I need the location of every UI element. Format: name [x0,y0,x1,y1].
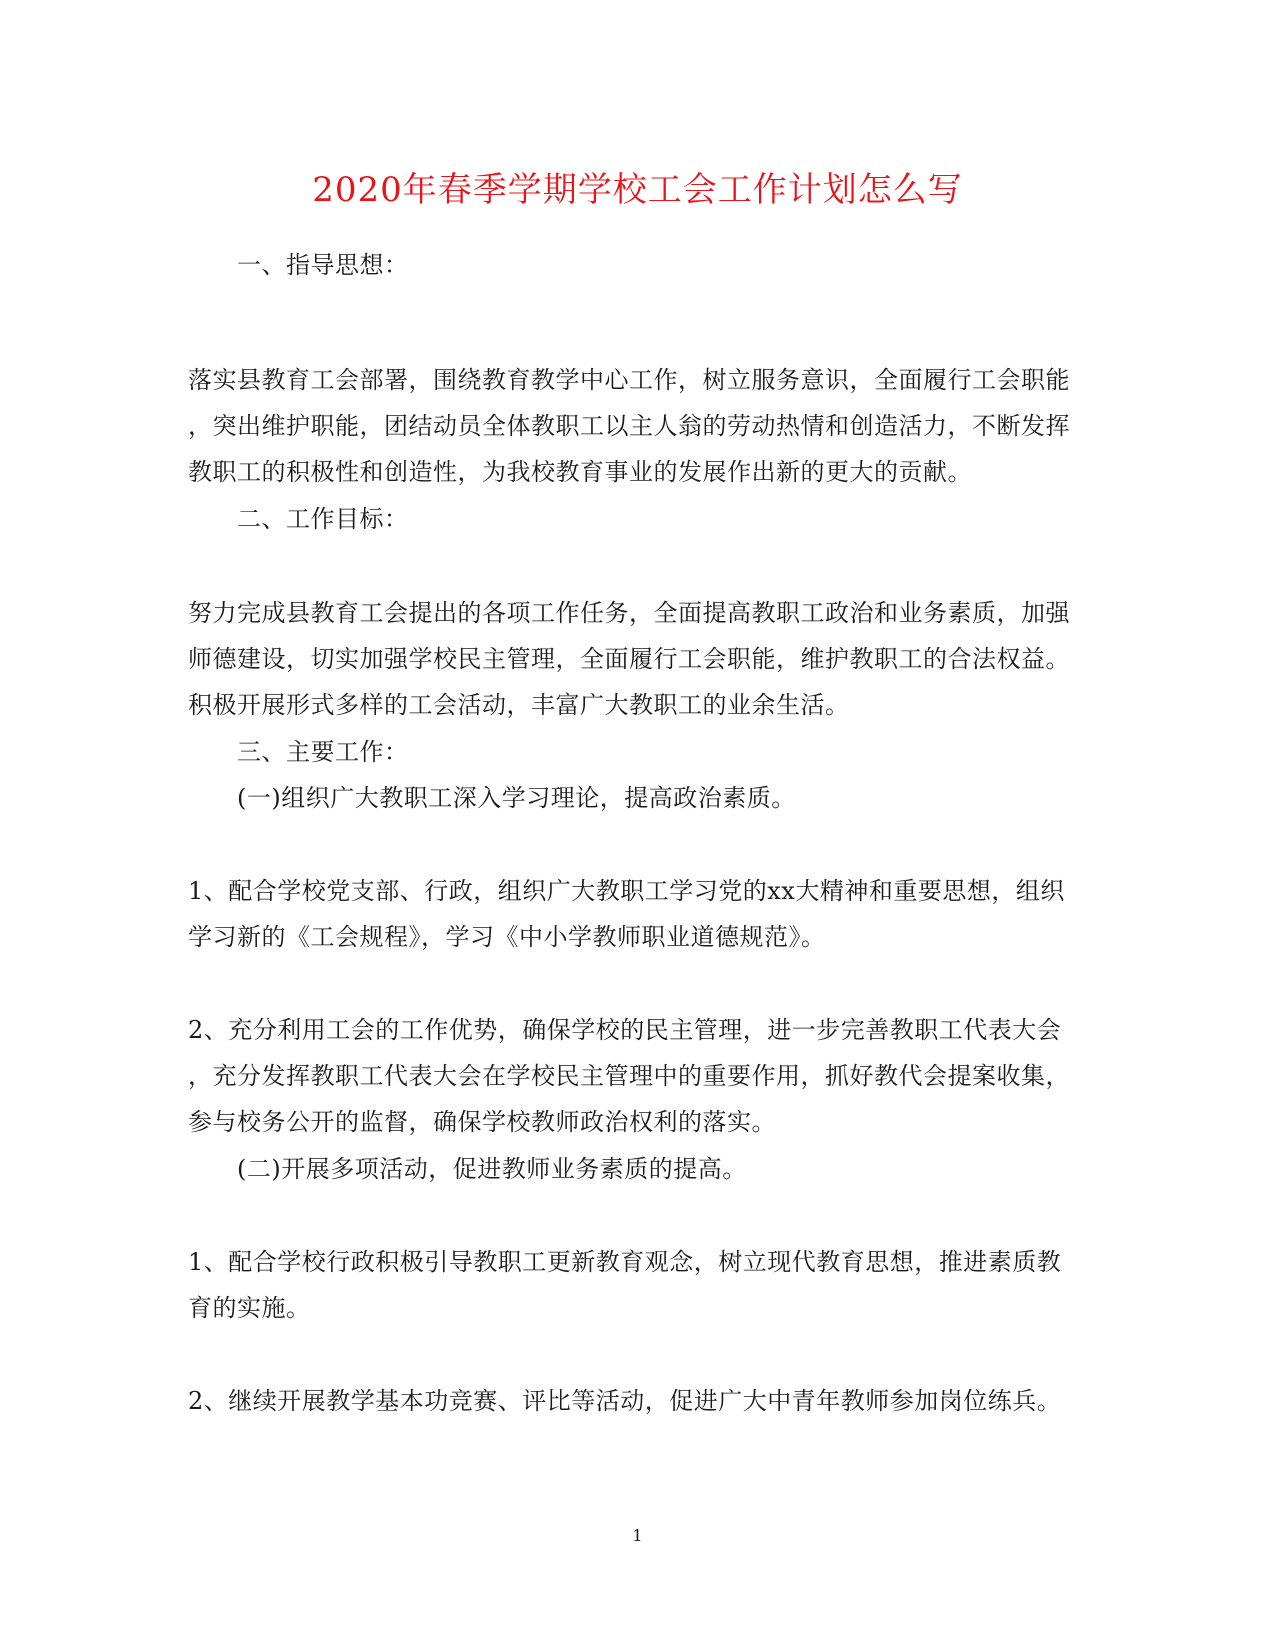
paragraph-line: 教职工的积极性和创造性，为我校教育事业的发展作出新的更大的贡献。 [188,458,972,486]
section-heading-guiding-thought: 一、指导思想： [237,251,409,279]
paragraph-line: 2、继续开展教学基本功竞赛、评比等活动，促进广大中青年教师参加岗位练兵。 [188,1387,1062,1415]
paragraph-line: 师德建设，切实加强学校民主管理，全面履行工会职能，维护教职工的合法权益。 [188,645,1070,673]
paragraph-line: ，充分发挥教职工代表大会在学校民主管理中的重要作用，抓好教代会提案收集， [188,1062,1070,1090]
paragraph-line: 学习新的《工会规程》，学习《中小学教师职业道德规范》。 [188,923,826,951]
paragraph-line: 努力完成县教育工会提出的各项工作任务，全面提高教职工政治和业务素质，加强 [188,599,1070,627]
subsection-heading-1: (一)组织广大教职工深入学习理论，提高政治素质。 [237,784,796,812]
paragraph-line: 2、充分利用工会的工作优势，确保学校的民主管理，进一步完善教职工代表大会 [188,1016,1062,1044]
paragraph-line: 积极开展形式多样的工会活动，丰富广大教职工的业余生活。 [188,691,850,719]
paragraph-line: 1、配合学校党支部、行政，组织广大教职工学习党的xx大精神和重要思想，组织 [188,877,1065,905]
paragraph-line: 参与校务公开的监督，确保学校教师政治权利的落实。 [188,1108,776,1136]
paragraph-line: ，突出维护职能，团结动员全体教职工以主人翁的劳动热情和创造活力，不断发挥 [188,412,1070,440]
paragraph-line: 1、配合学校行政积极引导教职工更新教育观念，树立现代教育思想，推进素质教 [188,1248,1062,1276]
paragraph-line: 育的实施。 [188,1294,311,1322]
document-title: 2020年春季学期学校工会工作计划怎么写 [312,170,963,210]
page-number: 1 [632,1526,643,1545]
subsection-heading-2: (二)开展多项活动，促进教师业务素质的提高。 [237,1155,747,1183]
section-heading-main-work: 三、主要工作： [237,738,409,766]
section-heading-work-goals: 二、工作目标： [237,505,409,533]
paragraph-line: 落实县教育工会部署，围绕教育教学中心工作，树立服务意识，全面履行工会职能 [188,366,1070,394]
